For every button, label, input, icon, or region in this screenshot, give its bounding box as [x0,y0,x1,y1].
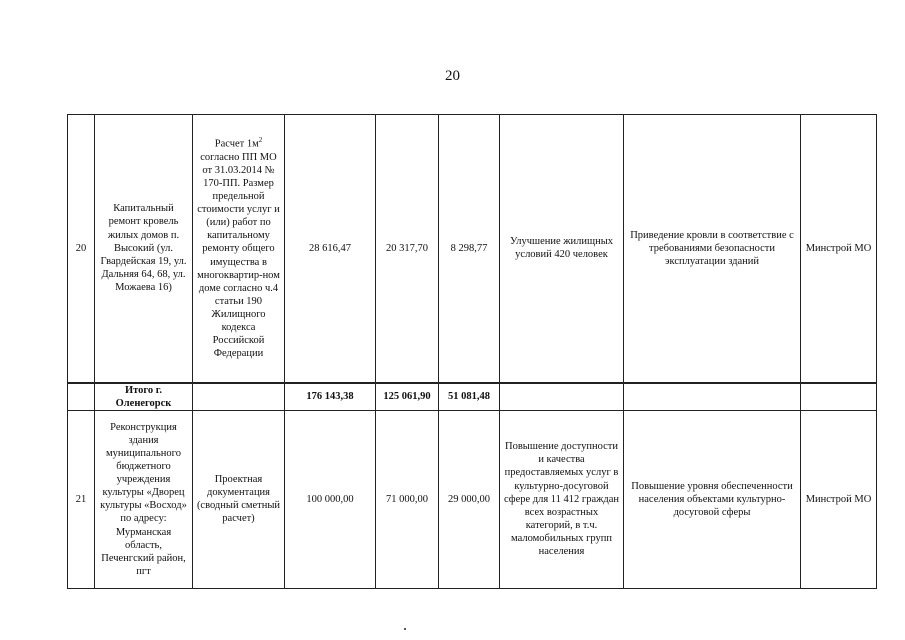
investment-table [67,114,877,589]
goal [624,383,801,411]
goal: Повышение уровня обеспеченности населения объектами культурно-досуговой сферы [624,410,801,588]
funding-a: 71 000,00 [376,410,439,588]
executor [801,383,877,411]
total-cost: 176 143,38 [285,383,376,411]
object-name: Реконструкция здания муниципального бюджетного учреждения культуры «Дворец культуры «Восход» по адресу: Мурманская область, Печенгский район, пгт [95,410,193,588]
executor: Минстрой МО [801,410,877,588]
table-row-total [68,383,877,411]
funding-a: 125 061,90 [376,383,439,411]
page-number: 20 [445,68,460,84]
scan-speck [404,628,406,630]
table-row [68,410,877,588]
funding-b: 8 298,77 [439,115,500,383]
funding-a: 20 317,70 [376,115,439,383]
funding-b: 51 081,48 [439,383,500,411]
row-number [68,383,95,411]
expected-result: Улучшение жилищных условий 420 человек [500,115,624,383]
expected-result [500,383,624,411]
total-cost: 100 000,00 [285,410,376,588]
row-number: 20 [68,115,95,383]
expected-result: Повышение доступности и качества предоставляемых услуг в культурно-досуговой сфере для 11 412 граждан всех возрастных категорий, в т.ч. маломобильных групп населения [500,410,624,588]
cost-basis: Проектная документация (сводный сметный расчет) [193,410,285,588]
cost-basis [193,383,285,411]
table-row [68,115,877,383]
funding-b: 29 000,00 [439,410,500,588]
cost-basis: Расчет $1м^2$ согласно ПП МО от 31.03.2014 № 170-ПП. Размер предельной стоимости услуг и (или) работ по капитальному ремонту общего имущества в многоквартир-ном доме согласно ч.4 статьи 190 Жилищного кодекса Российской Федерации [193,115,285,383]
row-number: 21 [68,410,95,588]
total-label: Итого г. Оленегорск [95,383,193,411]
total-cost: 28 616,47 [285,115,376,383]
goal: Приведение кровли в соответствие с требованиями безопасности эксплуатации зданий [624,115,801,383]
executor: Минстрой МО [801,115,877,383]
object-name: Капитальный ремонт кровель жилых домов п. Высокий (ул. Гвардейская 19, ул. Дальняя 64, 68, ул. Можаева 16) [95,115,193,383]
